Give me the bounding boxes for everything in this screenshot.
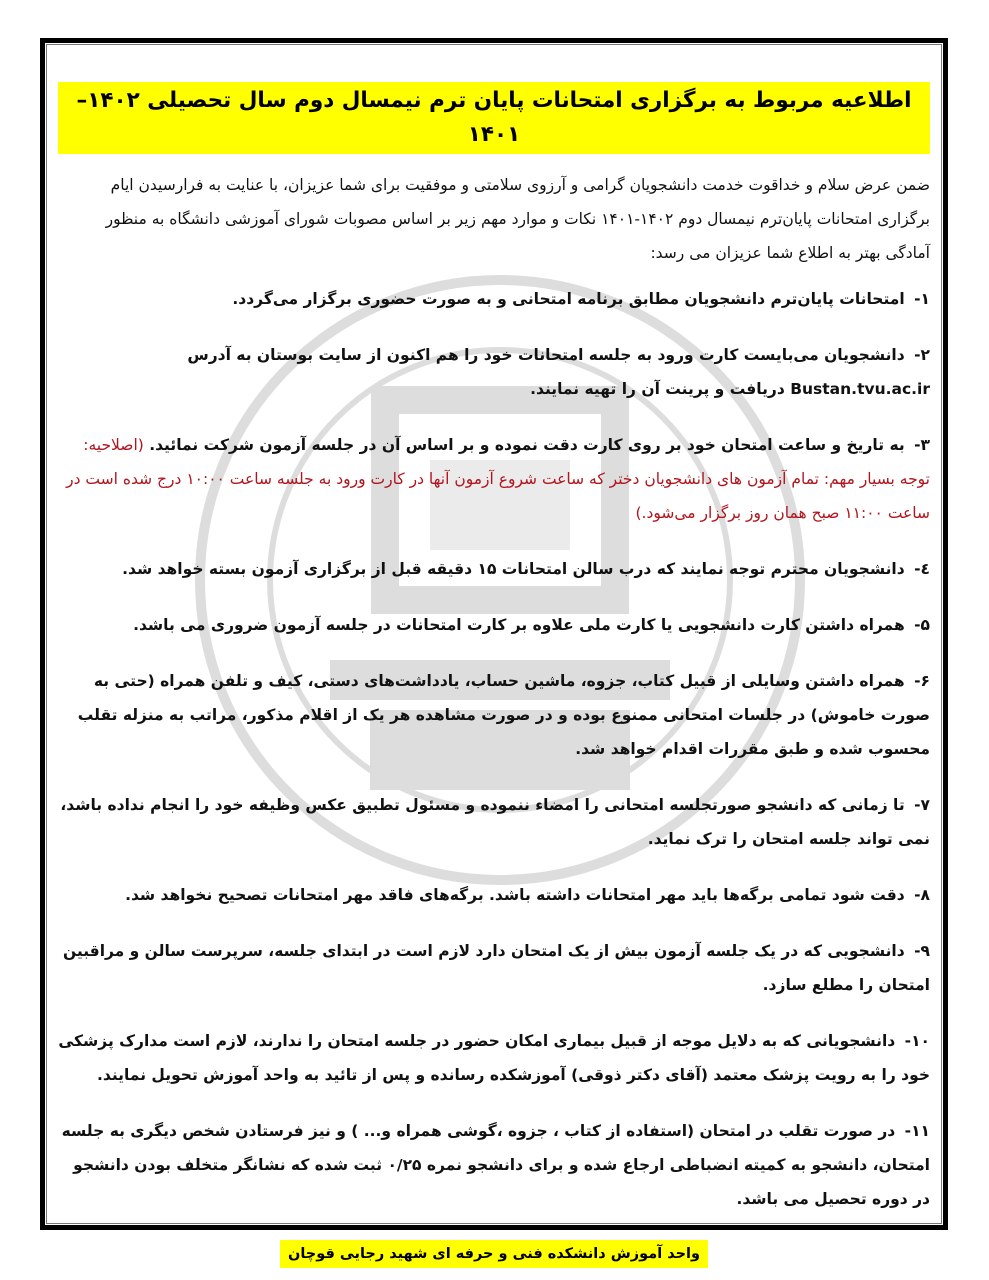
item-text: دانشجویانی که به دلایل موجه از قبیل بیماری امکان حضور در جلسه امتحان را ندارند، لازم است مدارک پزشکی خود را به رویت پزشک معتمد (آقای دکتر ذوقی) آموزشکده رسانده و پس از تائید به واحد آموزش تحویل نمایند. <box>58 1032 930 1084</box>
item-text: تا زمانی که دانشجو صورتجلسه امتحانی را امضاء ننموده و مسئول تطبیق عکس وظیفه خود را انجام نداده باشد، نمی تواند جلسه امتحان را ترک نماید. <box>60 796 930 848</box>
notice-item-8 <box>58 878 930 912</box>
item-number: ۷- <box>914 796 930 814</box>
item-text: دقت شود تمامی برگه‌ها باید مهر امتحانات داشته باشد. برگه‌های فاقد مهر امتحانات تصحیح نخواهد شد. <box>125 886 905 904</box>
notice-content <box>58 82 930 1268</box>
item-text: همراه داشتن وسایلی از قبیل کتاب، جزوه، ماشین حساب، یادداشت‌های دستی، کیف و تلفن همراه (حتی به صورت خاموش) در جلسات امتحانی ممنوع بوده و در صورت مشاهده هر یک از اقلام مذکور، مراتب به منزله تقلب محسوب شده و طبق مقررات اقدام خواهد شد. <box>77 672 930 758</box>
item-number: ۳- <box>914 436 930 454</box>
item-number: ۱۱- <box>904 1122 930 1140</box>
amendment-label: (اصلاحیه: <box>83 436 144 454</box>
item-text: دانشجویان محترم توجه نمایند که درب سالن امتحانات ۱۵ دقیقه قبل از برگزاری آزمون بسته خواهد شد. <box>122 560 905 578</box>
item-text-after: دریافت و پرینت آن را تهیه نمایند. <box>530 380 785 398</box>
item-number: ۵- <box>914 616 930 634</box>
item-text: همراه داشتن کارت دانشجویی یا کارت ملی علاوه بر کارت امتحانات در جلسه آزمون ضروری می باشد. <box>133 616 905 634</box>
notice-item-3 <box>58 428 930 530</box>
item-number: ٤- <box>914 560 930 578</box>
notice-item-1 <box>58 282 930 316</box>
item-text: دانشجویان می‌بایست کارت ورود به جلسه امتحانات خود را هم اکنون از سایت بوستان به آدرس <box>187 346 905 364</box>
item-text: در صورت تقلب در امتحان (استفاده از کتاب ، جزوه ،گوشی همراه و... ) و نیز فرستادن شخص دیگری به جلسه امتحان، دانشجو به کمیته انضباطی ارجاع شده و برای دانشجو نمره ۰/۲۵ ثبت شده که نشانگر متخلف بودن دانشجو در دوره تحصیل می باشد. <box>61 1122 930 1208</box>
item-text: به تاریخ و ساعت امتحان خود بر روی کارت دقت نموده و بر اساس آن در جلسه آزمون شرکت نمائید. <box>149 436 905 454</box>
notice-item-9 <box>58 934 930 1002</box>
item-number: ۲- <box>914 346 930 364</box>
notice-item-5 <box>58 608 930 642</box>
amendment-note: توجه بسیار مهم: تمام آزمون های دانشجویان دختر که ساعت شروع آزمون آنها در کارت ورود به جلسه ساعت ۱۰:۰۰ درج شده است در ساعت ۱۱:۰۰ صبح همان روز برگزار می‌شود.) <box>66 470 930 522</box>
item-number: ۹- <box>914 942 930 960</box>
notice-footer-signature: واحد آموزش دانشکده فنی و حرفه ای شهید رجایی قوچان <box>280 1240 708 1268</box>
notice-item-7 <box>58 788 930 856</box>
item-number: ۸- <box>914 886 930 904</box>
bustan-url-link[interactable]: Bustan.tvu.ac.ir <box>790 380 930 398</box>
item-text: امتحانات پایان‌ترم دانشجویان مطابق برنامه امتحانی و به صورت حضوری برگزار می‌گردد. <box>232 290 905 308</box>
notice-intro: ضمن عرض سلام و خداقوت خدمت دانشجویان گرامی و آرزوی سلامتی و موفقیت برای شما عزیزان، با عنایت به فرارسیدن ایام برگزاری امتحانات پایان‌ترم نیمسال دوم ۱۴۰۲-۱۴۰۱ نکات و موارد مهم زیر بر اساس مصوبات شورای آموزشی دانشگاه به منظور آمادگی بهتر به اطلاع شما عزیزان می رسد: <box>105 176 930 262</box>
notice-item-6 <box>58 664 930 766</box>
notice-item-10 <box>58 1024 930 1092</box>
notice-title: اطلاعیه مربوط به برگزاری امتحانات پایان ترم نیمسال دوم سال تحصیلی ۱۴۰۲–۱۴۰۱ <box>58 82 930 154</box>
item-text: دانشجویی که در یک جلسه آزمون بیش از یک امتحان دارد لازم است در ابتدای جلسه، سرپرست سالن و مراقبین امتحان را مطلع سازد. <box>62 942 930 994</box>
item-number: ۱- <box>914 290 930 308</box>
notice-item-2 <box>58 338 930 406</box>
notice-item-4 <box>58 552 930 586</box>
item-number: ۱۰- <box>904 1032 930 1050</box>
notice-item-11 <box>58 1114 930 1216</box>
item-number: ۶- <box>914 672 930 690</box>
